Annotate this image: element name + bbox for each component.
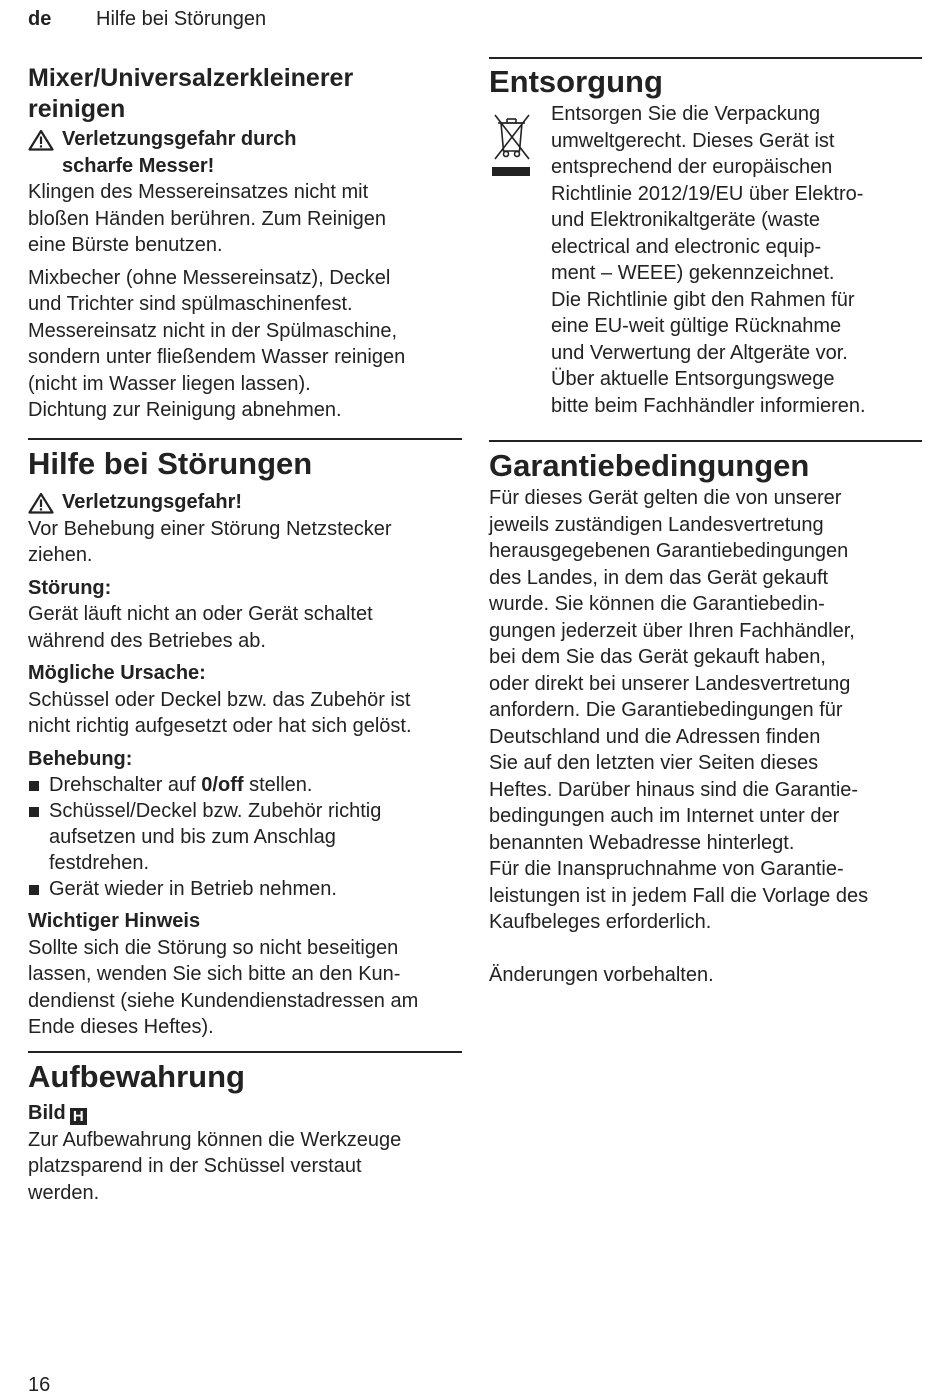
- fault-text: Gerät läuft nicht an oder Gerät schaltet während des Betriebes ab.: [28, 603, 373, 652]
- paragraph: Klingen des Messereinsatzes nicht mit bloßen Händen berühren. Zum Reinigen eine Bürste benutzen.: [28, 181, 386, 256]
- remedy-list: [28, 772, 462, 902]
- changes-note: Änderungen vorbehalten.: [489, 963, 714, 986]
- cause-text: Schüssel oder Deckel bzw. das Zubehör ist nicht richtig aufgesetzt oder hat sich gelöst.: [28, 688, 412, 737]
- page-header: [28, 6, 266, 32]
- remedy-label: Behebung:: [28, 747, 133, 770]
- section-title: Hilfe bei Störungen: [28, 446, 313, 481]
- section-warranty: [489, 440, 922, 988]
- cause-label: Mögliche Ursache:: [28, 662, 206, 684]
- figure-reference: Bild H: [28, 1100, 462, 1127]
- list-item: Gerät wieder in Betrieb nehmen.: [28, 876, 462, 902]
- list-item: Schüssel/Deckel bzw. Zubehör richtig aufsetzen und bis zum Anschlag festdrehen.: [28, 798, 462, 876]
- notice-text: Sollte sich die Störung so nicht beseitigen lassen, wenden Sie sich bitte an den Kun- dendienst (siehe Kundendienstadressen am Ende dieses Heftes).: [28, 936, 419, 1038]
- figure-letter-badge: H: [70, 1108, 87, 1125]
- warning-text: Verletzungsgefahr durch: [62, 128, 297, 150]
- section-mixer-cleaning: [28, 63, 462, 424]
- list-item: Drehschalter auf 0/off stellen.: [28, 772, 462, 798]
- warning-notice: [28, 489, 462, 516]
- switch-position: 0/off: [201, 774, 244, 796]
- section-disposal: [489, 57, 922, 419]
- warning-text: scharfe Messer!: [62, 154, 215, 177]
- section-storage: [28, 1051, 462, 1206]
- weee-crossed-bin-icon: [489, 109, 533, 181]
- section-title: Garantiebedingungen: [489, 448, 810, 483]
- warning-triangle-icon: [28, 492, 54, 514]
- warning-notice: [28, 126, 462, 179]
- title-line: reinigen: [28, 95, 126, 123]
- paragraph: Vor Behebung einer Störung Netzstecker ziehen.: [28, 517, 392, 566]
- bullet-square-icon: [29, 781, 39, 791]
- paragraph: Entsorgen Sie die Verpackung umweltgerecht. Dieses Gerät ist entsprechend der europäischen Richtlinie 2012/19/EU über Elektro- und Elektronikaltgeräte (waste electrical and electronic equip- ment – WEEE) gekennzeichnet. Die Richtlinie gibt den Rahmen für eine EU-weit gültige Rücknahme und Verwertung der Altgeräte vor. Über aktuelle Entsorgungswege bitte beim Fachhändler informieren.: [551, 103, 866, 417]
- warning-text: Verletzungsgefahr!: [62, 491, 243, 513]
- paragraph: Für dieses Gerät gelten die von unserer jeweils zuständigen Landesvertretung herausgegebenen Garantiebedingungen des Landes, in dem das Gerät gekauft wurde. Sie können die Garantiebedin- gungen jederzeit über Ihren Fachhändler, bei dem Sie das Gerät gekauft haben, oder direkt bei unserer Landesvertretung anfordern. Die Garantiebedingungen für Deutschland und die Adressen finden Sie auf den letzten vier Seiten dieses Heftes. Darüber hinaus sind die Garantie- bedingungen auch im Internet unter der benannten Webadresse hinterlegt. Für die Inanspruchnahme von Garantie- leistungen ist in jedem Fall die Vorlage des Kaufbeleges erforderlich.: [489, 487, 869, 933]
- page-number: 16: [28, 1374, 51, 1396]
- section-title: Aufbewahrung: [28, 1059, 245, 1094]
- title-line: Mixer/Universalzerkleinerer: [28, 64, 354, 92]
- paragraph: Zur Aufbewahrung können die Werkzeuge platzsparend in der Schüssel verstaut werden.: [28, 1128, 402, 1204]
- notice-label: Wichtiger Hinweis: [28, 910, 201, 932]
- language-code: de: [28, 8, 52, 30]
- section-title: Entsorgung: [489, 64, 663, 99]
- bullet-square-icon: [29, 885, 39, 895]
- header-title: Hilfe bei Störungen: [96, 8, 267, 30]
- section-troubleshooting: [28, 438, 462, 1041]
- warning-triangle-icon: [28, 129, 54, 151]
- paragraph: Mixbecher (ohne Messereinsatz), Deckel und Trichter sind spülmaschinenfest. Messereinsatz nicht in der Spülmaschine, sondern unter fließendem Wasser reinigen (nicht im Wasser liegen lassen). Dichtung zur Reinigung abnehmen.: [28, 266, 406, 421]
- fault-label: Störung:: [28, 576, 112, 599]
- bullet-square-icon: [29, 807, 39, 817]
- section-title: [28, 63, 462, 125]
